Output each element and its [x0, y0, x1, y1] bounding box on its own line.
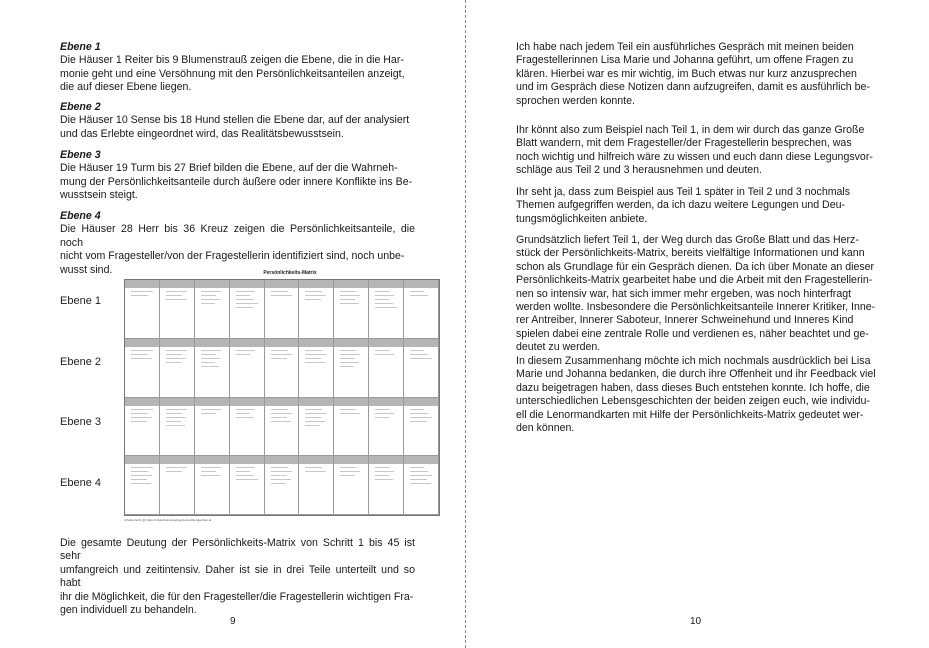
matrix-cell: [195, 280, 230, 339]
right-paragraph-4: [516, 234, 880, 355]
matrix-cell-text-line: [131, 358, 152, 359]
matrix-cell-text-line: [236, 479, 258, 480]
matrix-cell-text-line: [410, 358, 432, 359]
closing-line: Die gesamte Deutung der Persönlichkeits-Matrix von Schritt 1 bis 45 ist sehr: [60, 537, 415, 563]
matrix-cell-text-line: [271, 291, 289, 292]
matrix-cell-text-line: [340, 358, 355, 359]
matrix-cell-text-line: [131, 475, 152, 476]
matrix-cell-text-line: [201, 303, 215, 304]
matrix-cell-text-line: [340, 413, 360, 414]
closing-line: umfangreich und zeitintensiv. Daher ist sie in drei Teile unterteilt und so habt: [60, 563, 415, 590]
matrix-cell-text-line: [305, 409, 322, 410]
matrix-cell-text-line: [236, 409, 255, 410]
paragraph-line: Ihr seht ja, dass zum Beispiel aus Teil 1 später in Teil 2 und 3 nochmals: [516, 186, 851, 198]
matrix-cell: [334, 398, 369, 457]
matrix-cell-text-line: [340, 366, 354, 367]
matrix-cell-text-line: [236, 295, 250, 296]
matrix-cell-text-line: [271, 295, 293, 296]
matrix-title: Persönlichkeits-Matrix: [263, 270, 317, 276]
paragraph-line: In diesem Zusammenhang möchte ich mich nochmals ausdrücklich bei Lisa: [516, 355, 871, 367]
matrix-cell-text-line: [375, 307, 397, 308]
matrix-cell-header: [230, 280, 264, 288]
paragraph-line: Blatt wandern, mit dem Fragesteller/der Fragestellerin besprechen, was: [516, 137, 852, 150]
matrix-cell-text-line: [131, 471, 148, 472]
matrix-cell-text-line: [166, 362, 181, 363]
matrix-cell-header: [125, 339, 159, 347]
matrix-cell: [230, 339, 265, 398]
matrix-cell-text-line: [166, 409, 187, 410]
closing-line: gen individuell zu behandeln.: [60, 604, 197, 617]
matrix-cell-text-line: [236, 303, 258, 304]
matrix-cell-text-line: [340, 409, 356, 410]
matrix-cell: [369, 280, 404, 339]
matrix-cell-text-line: [131, 417, 152, 418]
matrix-cell: [125, 339, 160, 398]
matrix-cell-text-line: [166, 413, 182, 414]
paragraph-line: stück der Persönlichkeits-Matrix, bereits vielfältige Informationen und kann: [516, 247, 865, 260]
matrix-cell-text-line: [201, 467, 221, 468]
matrix-cell-text-line: [201, 354, 216, 355]
paragraph-line: Grundsätzlich liefert Teil 1, der Weg durch das Große Blatt und das Herz-: [516, 234, 859, 246]
matrix-cell-text-line: [236, 354, 250, 355]
matrix-cell-text-line: [375, 413, 394, 414]
matrix-cell-text-line: [305, 358, 321, 359]
matrix-cell-header: [125, 280, 159, 288]
matrix-cell-text-line: [305, 471, 326, 472]
matrix-cell: [125, 456, 160, 515]
row-label-ebene-1: Ebene 1: [60, 295, 101, 307]
matrix-cell: [265, 456, 300, 515]
matrix-cell-header: [125, 456, 159, 464]
matrix-cell-text-line: [410, 483, 431, 484]
paragraph-line: ell die Lenormandkarten mit Hilfe der Persönlichkeits-Matrix gedeutet wer-: [516, 408, 864, 421]
matrix-cell-text-line: [410, 354, 428, 355]
matrix-cell-text-line: [271, 409, 289, 410]
paragraph-line: werden wollte. Insbesondere die Persönlichkeitsanteile Innerer Kritiker, Inne-: [516, 301, 876, 314]
ebene-4-line: wusst sind.: [60, 263, 113, 276]
personality-matrix-figure: [60, 268, 440, 528]
ebene-3-block: [60, 149, 415, 203]
matrix-cell-text-line: [236, 413, 250, 414]
matrix-cell-text-line: [131, 421, 147, 422]
right-paragraph-2: [516, 124, 880, 178]
matrix-cell-text-line: [236, 307, 253, 308]
ebene-4-block: [60, 210, 415, 277]
closing-line: ihr die Möglichkeit, die für den Fragesteller/die Fragestellerin wichtigen Fra-: [60, 590, 414, 603]
paragraph-line: Ich habe nach jedem Teil ein ausführliches Gespräch mit meinen beiden: [516, 41, 854, 53]
matrix-cell-header: [404, 398, 438, 406]
matrix-cell-text-line: [271, 358, 288, 359]
matrix-cell-text-line: [131, 483, 151, 484]
matrix-cell-text-line: [375, 475, 389, 476]
row-label-ebene-4: Ebene 4: [60, 477, 101, 489]
matrix-cell: [334, 339, 369, 398]
matrix-cell-text-line: [305, 295, 326, 296]
closing-paragraph: [60, 537, 415, 617]
matrix-cell-text-line: [340, 350, 356, 351]
matrix-cell-header: [125, 398, 159, 406]
ebene-1-line: die auf dieser Ebene liegen.: [60, 81, 192, 94]
paragraph-line: Marie und Johanna bedanken, die durch ihre Offenheit und ihr Feedback viel: [516, 368, 876, 381]
matrix-source: Urheberrecht @ https://milderheimaniechgy.de/und/dergleichen.at: [124, 518, 212, 522]
row-label-ebene-3: Ebene 3: [60, 416, 101, 428]
matrix-cell: [404, 339, 439, 398]
row-label-ebene-2: Ebene 2: [60, 356, 101, 368]
matrix-cell-text-line: [375, 471, 394, 472]
matrix-cell-header: [265, 280, 299, 288]
matrix-cell: [230, 280, 265, 339]
ebene-4-line: Die Häuser 28 Herr bis 36 Kreuz zeigen die Persönlichkeitsanteile, die noch: [60, 223, 415, 249]
matrix-cell-text-line: [410, 409, 424, 410]
matrix-cell-text-line: [166, 350, 187, 351]
matrix-cell-header: [299, 280, 333, 288]
matrix-cell-text-line: [131, 467, 153, 468]
matrix-cell-text-line: [410, 350, 424, 351]
ebene-3-title: Ebene 3: [60, 149, 101, 161]
matrix-cell-text-line: [410, 479, 427, 480]
matrix-cell: [125, 398, 160, 457]
right-paragraph-1: [516, 41, 880, 108]
matrix-cell-text-line: [340, 467, 356, 468]
matrix-cell-header: [299, 456, 333, 464]
matrix-cell-text-line: [340, 291, 356, 292]
matrix-cell-text-line: [410, 471, 428, 472]
matrix-cell-text-line: [201, 362, 215, 363]
matrix-cell-text-line: [271, 479, 292, 480]
matrix-cell-text-line: [271, 467, 289, 468]
ebene-3-line: mung der Persönlichkeitsanteile durch äußere oder innere Konflikte ins Be-: [60, 175, 413, 188]
matrix-cell-text-line: [131, 413, 148, 414]
matrix-cell-text-line: [166, 299, 186, 300]
matrix-cell-text-line: [201, 471, 216, 472]
matrix-cell-header: [160, 456, 194, 464]
matrix-cell-text-line: [375, 467, 390, 468]
ebene-2-line: und das Erlebte eingeordnet wird, das Realitätsbewusstsein.: [60, 127, 344, 140]
matrix-cell-header: [334, 280, 368, 288]
paragraph-line: klären. Hierbei war es mir wichtig, im Buch etwas nur kurz anzusprechen: [516, 67, 857, 80]
ebene-2-title: Ebene 2: [60, 101, 101, 113]
matrix-cell-text-line: [340, 295, 360, 296]
paragraph-line: schon als Grundlage für ein Gespräch dienen. Da ich über Monate an dieser: [516, 260, 875, 273]
matrix-cell-text-line: [271, 421, 292, 422]
matrix-cell: [230, 398, 265, 457]
right-paragraph-5: [516, 355, 880, 435]
matrix-cell-header: [230, 456, 264, 464]
matrix-cell-text-line: [410, 475, 432, 476]
matrix-cell-header: [369, 398, 403, 406]
matrix-cell-text-line: [340, 471, 360, 472]
matrix-cell-text-line: [410, 417, 432, 418]
matrix-cell-text-line: [236, 299, 254, 300]
matrix-cell: [334, 456, 369, 515]
matrix-cell-text-line: [305, 354, 326, 355]
matrix-cell-header: [160, 280, 194, 288]
matrix-cell: [265, 339, 300, 398]
paragraph-line: deutet zu werden.: [516, 341, 601, 354]
matrix-cell-text-line: [131, 295, 148, 296]
matrix-cell-text-line: [166, 295, 182, 296]
matrix-cell-header: [195, 339, 229, 347]
ebene-4-title: Ebene 4: [60, 210, 101, 222]
ebene-4-line: nicht vom Fragesteller/von der Fragestellerin identifiziert sind, noch unbe-: [60, 250, 405, 263]
matrix-cell-header: [160, 398, 194, 406]
matrix-cell-header: [369, 339, 403, 347]
matrix-cell: [125, 280, 160, 339]
matrix-cell-text-line: [201, 475, 220, 476]
paragraph-line: Themen aufgegriffen werden, da ich dazu weitere Legungen und Deu-: [516, 199, 846, 212]
matrix-cell-text-line: [201, 409, 221, 410]
matrix-cell-text-line: [340, 354, 360, 355]
matrix-cell-header: [230, 398, 264, 406]
matrix-cell-text-line: [131, 291, 153, 292]
matrix-cell: [404, 398, 439, 457]
matrix-cell-text-line: [271, 475, 288, 476]
matrix-cell-text-line: [410, 421, 427, 422]
matrix-cell-text-line: [166, 354, 182, 355]
matrix-cell: [404, 280, 439, 339]
matrix-cell-text-line: [166, 471, 182, 472]
matrix-cell-header: [334, 456, 368, 464]
matrix-cell-text-line: [201, 350, 221, 351]
matrix-cell-text-line: [375, 295, 394, 296]
matrix-cell: [160, 280, 195, 339]
matrix-cell-header: [299, 398, 333, 406]
paragraph-line: Ihr könnt also zum Beispiel nach Teil 1, in dem wir durch das ganze Große: [516, 124, 865, 136]
matrix-cell-text-line: [166, 417, 186, 418]
matrix-cell-header: [369, 456, 403, 464]
matrix-cell: [299, 398, 334, 457]
matrix-cell-text-line: [271, 413, 293, 414]
matrix-cell: [369, 398, 404, 457]
right-paragraph-3: [516, 186, 880, 226]
matrix-cell-text-line: [201, 366, 219, 367]
matrix-cell-text-line: [375, 417, 389, 418]
matrix-cell: [160, 398, 195, 457]
paragraph-line: nen so intensiv war, hat sich immer mehr ergeben, was noch hinterfragt: [516, 287, 852, 300]
matrix-cell-header: [334, 398, 368, 406]
matrix-cell-header: [404, 456, 438, 464]
matrix-cell-text-line: [236, 417, 254, 418]
paragraph-line: rer Antreiber, Innerer Saboteur, Innerer Schweinehund und Inneres Kind: [516, 314, 854, 327]
matrix-cell: [299, 280, 334, 339]
matrix-cell-text-line: [375, 354, 394, 355]
matrix-cell-header: [334, 339, 368, 347]
matrix-cell-text-line: [201, 358, 220, 359]
matrix-cell-header: [265, 456, 299, 464]
matrix-cell-text-line: [236, 475, 254, 476]
matrix-cell-text-line: [410, 291, 424, 292]
matrix-cell-text-line: [131, 350, 153, 351]
matrix-cell-text-line: [410, 295, 428, 296]
matrix-cell-text-line: [305, 362, 325, 363]
paragraph-line: noch wichtig und hilfreich wäre zu wissen und euch dann diese Legungsvor-: [516, 150, 873, 163]
matrix-cell-text-line: [410, 413, 428, 414]
ebene-1-line: Die Häuser 1 Reiter bis 9 Blumenstrauß zeigen die Ebene, die in die Har-: [60, 54, 404, 67]
matrix-cell: [299, 339, 334, 398]
matrix-cell-header: [265, 339, 299, 347]
matrix-cell-text-line: [236, 291, 255, 292]
matrix-cell-header: [195, 398, 229, 406]
matrix-cell: [404, 456, 439, 515]
matrix-cell-text-line: [375, 299, 389, 300]
paragraph-line: dazu beigetragen haben, dass dieses Buch entstehen konnte. Ich hoffe, die: [516, 381, 870, 394]
matrix-cell-header: [299, 339, 333, 347]
matrix-cell-text-line: [271, 483, 287, 484]
right-page: [466, 0, 929, 648]
paragraph-line: sprochen werden konnte.: [516, 94, 635, 107]
matrix-cell-text-line: [340, 362, 359, 363]
matrix-cell: [160, 456, 195, 515]
matrix-cell: [195, 339, 230, 398]
matrix-cell-text-line: [305, 467, 322, 468]
matrix-cell-text-line: [131, 409, 153, 410]
matrix-cell-text-line: [271, 417, 288, 418]
paragraph-line: Persönlichkeits-Matrix gearbeitet habe und die Arbeit mit den Fragestellerin-: [516, 274, 873, 287]
matrix-cell-text-line: [166, 421, 181, 422]
matrix-cell-text-line: [340, 303, 359, 304]
paragraph-line: spielen dabei eine zentrale Rolle und verdienen es, näher beachtet und ge-: [516, 327, 869, 340]
paragraph-line: und im Gespräch diese Notizen dann aufzugreifen, damit es ausführlich be-: [516, 81, 870, 94]
matrix-cell-text-line: [305, 417, 321, 418]
matrix-cell-header: [404, 280, 438, 288]
matrix-cell-text-line: [375, 409, 390, 410]
paragraph-line: tungsmöglichkeiten anbiete.: [516, 212, 648, 225]
matrix-cell: [265, 280, 300, 339]
matrix-cell-text-line: [166, 425, 185, 426]
matrix-cell-text-line: [271, 354, 293, 355]
matrix-grid: [124, 279, 440, 516]
ebene-2-block: [60, 101, 415, 141]
matrix-cell-text-line: [305, 425, 320, 426]
matrix-cell-text-line: [166, 467, 187, 468]
paragraph-line: den können.: [516, 422, 575, 435]
matrix-cell: [299, 456, 334, 515]
paragraph-line: schläge aus Teil 2 und 3 herausnehmen und deuten.: [516, 164, 762, 177]
matrix-cell-text-line: [131, 354, 148, 355]
matrix-cell-text-line: [375, 303, 393, 304]
matrix-cell-text-line: [201, 413, 216, 414]
matrix-cell-text-line: [305, 299, 321, 300]
matrix-cell: [160, 339, 195, 398]
matrix-cell-header: [160, 339, 194, 347]
matrix-cell-text-line: [410, 467, 424, 468]
paragraph-line: Fragestellerinnen Lisa Marie und Johanna geführt, um offene Fragen zu: [516, 54, 854, 67]
matrix-cell-text-line: [131, 479, 147, 480]
matrix-cell-header: [195, 280, 229, 288]
matrix-cell-text-line: [340, 475, 355, 476]
matrix-cell-text-line: [201, 295, 216, 296]
matrix-cell: [334, 280, 369, 339]
matrix-cell-text-line: [305, 421, 325, 422]
ebene-3-line: Die Häuser 19 Turm bis 27 Brief bilden die Ebene, auf der die Wahrneh-: [60, 162, 398, 175]
matrix-cell-text-line: [305, 350, 322, 351]
paragraph-line: unterschiedlichen Lebensgeschichten der beiden zeigen euch, wie individu-: [516, 395, 870, 408]
matrix-cell-header: [404, 339, 438, 347]
matrix-cell-text-line: [305, 413, 326, 414]
matrix-cell-text-line: [340, 299, 355, 300]
left-page: [0, 0, 464, 648]
matrix-cell: [195, 398, 230, 457]
matrix-cell-text-line: [166, 358, 186, 359]
matrix-cell: [369, 339, 404, 398]
matrix-cell-text-line: [271, 471, 293, 472]
matrix-cell-text-line: [236, 350, 255, 351]
matrix-cell-header: [230, 339, 264, 347]
matrix-cell-text-line: [271, 350, 289, 351]
matrix-cell: [369, 456, 404, 515]
matrix-cell-header: [369, 280, 403, 288]
matrix-cell-text-line: [305, 291, 322, 292]
matrix-cell-header: [265, 398, 299, 406]
ebene-1-block: [60, 41, 415, 95]
matrix-cell-header: [195, 456, 229, 464]
matrix-cell: [230, 456, 265, 515]
ebene-2-line: Die Häuser 10 Sense bis 18 Hund stellen die Ebene dar, auf der analysiert: [60, 114, 410, 127]
matrix-cell-text-line: [201, 291, 221, 292]
matrix-cell: [265, 398, 300, 457]
matrix-cell-text-line: [201, 299, 220, 300]
matrix-cell-text-line: [236, 471, 250, 472]
matrix-cell-text-line: [166, 291, 187, 292]
ebene-1-title: Ebene 1: [60, 41, 101, 53]
matrix-cell-text-line: [375, 479, 393, 480]
ebene-3-line: wusstsein steigt.: [60, 189, 138, 202]
matrix-cell-text-line: [236, 467, 255, 468]
matrix-cell: [195, 456, 230, 515]
matrix-cell-text-line: [375, 350, 390, 351]
ebene-1-line: monie geht und eine Versöhnung mit den Persönlichkeitsanteilen anzeigt,: [60, 67, 405, 80]
page-number-right: 10: [690, 616, 702, 627]
matrix-cell-text-line: [375, 291, 390, 292]
page-number-left: 9: [230, 616, 236, 627]
